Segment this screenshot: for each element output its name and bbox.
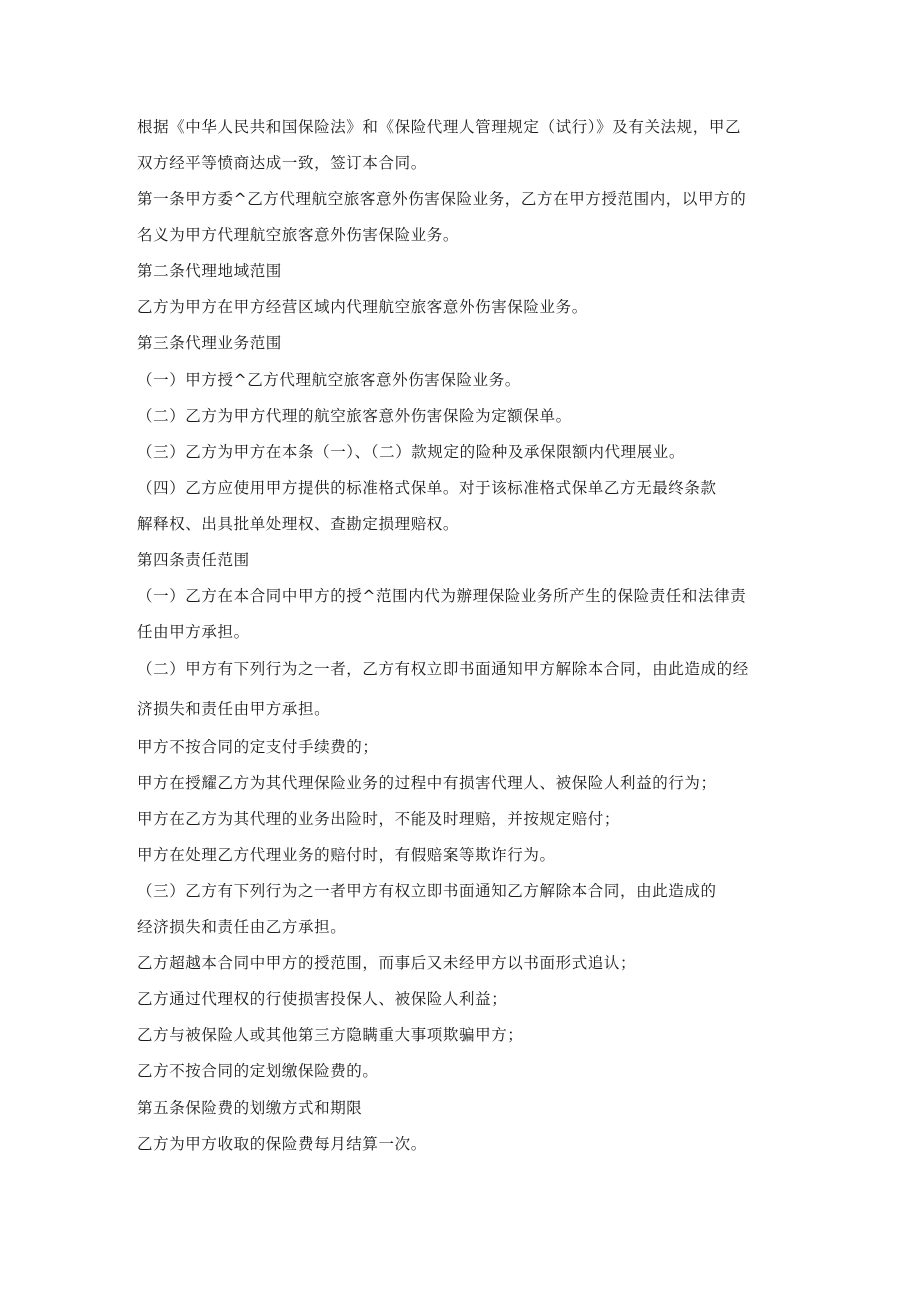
paragraph-line: 双方经平等愤商达成一致，签订本合同。 — [137, 154, 427, 172]
list-item: 甲方不按合同的定支付手续费的； — [137, 738, 379, 756]
paragraph-line: 济损失和责任由甲方承担。 — [137, 700, 331, 718]
paragraph-line: 解释权、出具批单处理权、查勘定损理赔权。 — [137, 515, 460, 533]
clause-line: （二）乙方为甲方代理的航空旅客意外伤害保险为定额保单。 — [137, 407, 572, 425]
list-item: 甲方在处理乙方代理业务的赔付时，有假赔案等欺诈行为。 — [137, 846, 556, 864]
article-5-heading: 第五条保险费的划缴方式和期限 — [137, 1099, 363, 1117]
clause-line: （一）乙方在本合同中甲方的授^范围内代为辦理保险业务所产生的保险责任和法律责 — [137, 587, 747, 605]
clause-line: （三）乙方有下列行为之一者甲方有权立即书面通知乙方解除本合同，由此造成的 — [137, 882, 717, 900]
paragraph-line: 经济损失和责任由乙方承担。 — [137, 918, 347, 936]
clause-line: （四）乙方应使用甲方提供的标准格式保单。对于该标准格式保单乙方无最终条款 — [137, 479, 717, 497]
clause-line: （三）乙方为甲方在本条（一）、（二）款规定的险种及承保限额内代理展业。 — [137, 443, 686, 461]
paragraph-line: 乙方为甲方收取的保险费每月结算一次。 — [137, 1135, 427, 1153]
list-item: 乙方与被保险人或其他第三方隐瞒重大事项欺骗甲方； — [137, 1026, 524, 1044]
list-item: 乙方通过代理权的行使损害投保人、被保险人利益； — [137, 990, 508, 1008]
paragraph-line: 根据《中华人民共和国保险法》和《保险代理人管理规定（试行）》及有关法规，甲乙 — [137, 118, 742, 136]
article-4-heading: 第四条责任范围 — [137, 551, 250, 569]
paragraph-line: 名义为甲方代理航空旅客意外伤害保险业务。 — [137, 226, 460, 244]
clause-line: （一）甲方授^乙方代理航空旅客意外伤害保险业务。 — [137, 371, 521, 389]
list-item: 甲方在授耀乙方为其代理保险业务的过程中有损害代理人、被保险人利益的行为； — [137, 774, 717, 792]
article-2-heading: 第二条代理地域范围 — [137, 262, 282, 280]
list-item: 乙方不按合同的定划缴保险费的。 — [137, 1062, 379, 1080]
article-3-heading: 第三条代理业务范围 — [137, 334, 282, 352]
paragraph-line: 任由甲方承担。 — [137, 623, 250, 641]
article-1-line: 第一条甲方委^乙方代理航空旅客意外伤害保险业务，乙方在甲方授范围内，以甲方的 — [137, 190, 747, 208]
list-item: 乙方超越本合同中甲方的授范围，而事后又未经甲方以书面形式追认； — [137, 954, 637, 972]
list-item: 甲方在乙方为其代理的业务出险时，不能及时理赔，并按规定赔付； — [137, 810, 621, 828]
paragraph-line: 乙方为甲方在甲方经营区域内代理航空旅客意外伤害保险业务。 — [137, 298, 588, 316]
clause-line: （二）甲方有下列行为之一者，乙方有权立即书面通知甲方解除本合同，由此造成的经 — [137, 660, 749, 678]
